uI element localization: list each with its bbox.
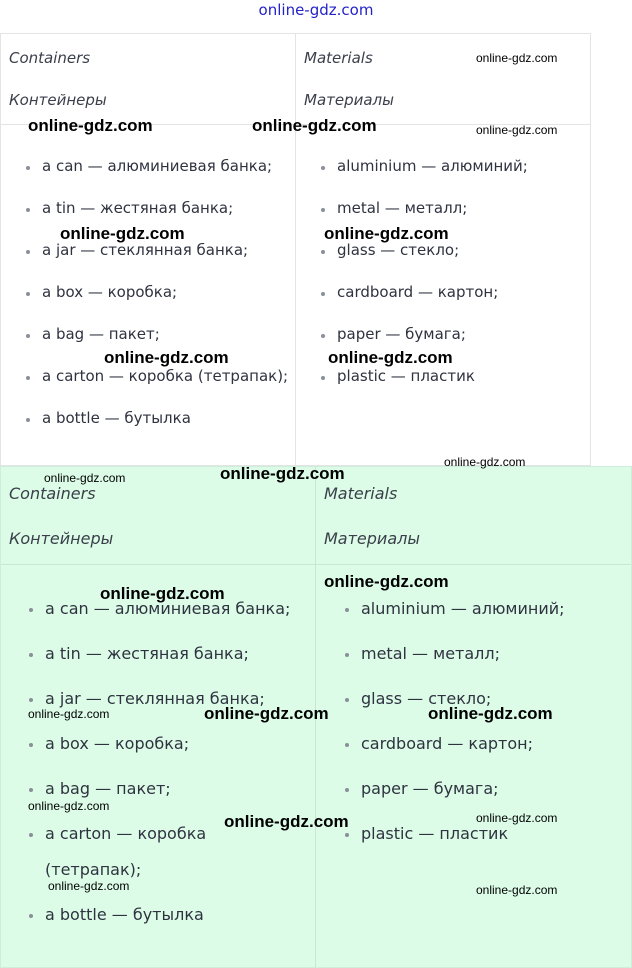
containers-list (45, 599, 290, 950)
watermark: online-gdz.com (324, 224, 449, 243)
list-item-continuation: (тетрапак); (45, 860, 142, 879)
list-item: a tin — жестяная банка; (42, 199, 288, 241)
list-item: metal — металл; (337, 199, 528, 241)
list-item: a bag — пакет; (45, 779, 290, 824)
bullet (26, 334, 30, 338)
list-item: a jar — стеклянная банка; (45, 689, 290, 734)
bullet (345, 833, 349, 837)
bullet (345, 653, 349, 657)
bullet (345, 788, 349, 792)
watermark: online-gdz.com (252, 116, 377, 135)
header-divider (1, 564, 631, 565)
list-item: a bottle — бутылка (42, 409, 288, 451)
header-materials-en: Materials (324, 484, 398, 503)
list-item: paper — бумага; (361, 779, 565, 824)
list-item: aluminium — алюминий; (337, 157, 528, 199)
bullet (321, 334, 325, 338)
bullet (29, 698, 33, 702)
materials-list (361, 599, 565, 869)
bullet (321, 292, 325, 296)
bullet (29, 914, 33, 918)
list-item: cardboard — картон; (337, 283, 528, 325)
watermark: online-gdz.com (48, 879, 130, 893)
list-item: plastic — пластик (361, 824, 565, 869)
watermark: online-gdz.com (328, 348, 453, 367)
watermark: online-gdz.com (444, 455, 526, 469)
bullet (321, 208, 325, 212)
header-containers-ru: Контейнеры (9, 529, 114, 548)
list-item: a carton — коробка (тетрапак); (42, 367, 288, 409)
header-materials-ru: Материалы (304, 91, 394, 109)
bullet (29, 653, 33, 657)
list-item: a can — алюминиевая банка; (42, 157, 288, 199)
watermark: online-gdz.com (28, 707, 110, 721)
bullet (345, 743, 349, 747)
watermark: online-gdz.com (224, 812, 349, 831)
bullet (26, 376, 30, 380)
list-item: a jar — стеклянная банка; (42, 241, 288, 283)
watermark: online-gdz.com (220, 464, 345, 483)
bullet (26, 292, 30, 296)
list-item: a bag — пакет; (42, 325, 288, 367)
bullet (345, 608, 349, 612)
column-divider (295, 34, 296, 465)
list-item: cardboard — картон; (361, 734, 565, 779)
header-containers-ru: Контейнеры (9, 91, 107, 109)
bullet (29, 788, 33, 792)
watermark: online-gdz.com (204, 704, 329, 723)
bullet (321, 376, 325, 380)
watermark: online-gdz.com (60, 224, 185, 243)
list-item: glass — стекло; (337, 241, 528, 283)
containers-list (42, 157, 288, 451)
vocabulary-table-1 (0, 33, 591, 466)
watermark: online-gdz.com (100, 584, 225, 603)
list-item: a carton — коробка (45, 824, 290, 860)
bullet (26, 418, 30, 422)
watermark: online-gdz.com (104, 348, 229, 367)
list-item: aluminium — алюминий; (361, 599, 565, 644)
bullet (26, 166, 30, 170)
list-item: a tin — жестяная банка; (45, 644, 290, 689)
bullet (26, 250, 30, 254)
list-item: metal — металл; (361, 644, 565, 689)
list-item: a can — алюминиевая банка; (45, 599, 290, 644)
list-item: a box — коробка; (42, 283, 288, 325)
bullet (29, 743, 33, 747)
watermark: online-gdz.com (28, 116, 153, 135)
materials-list (337, 157, 528, 409)
watermark: online-gdz.com (44, 471, 126, 485)
bullet (321, 166, 325, 170)
header-containers-en: Containers (9, 49, 91, 67)
header-containers-en: Containers (9, 484, 96, 503)
watermark: online-gdz.com (476, 811, 558, 825)
list-item: a bottle — бутылка (45, 905, 290, 950)
bullet (345, 698, 349, 702)
watermark: online-gdz.com (476, 883, 558, 897)
header-materials-ru: Материалы (324, 529, 420, 548)
list-item: plastic — пластик (337, 367, 528, 409)
bullet (26, 208, 30, 212)
watermark: online-gdz.com (28, 799, 110, 813)
top-link[interactable]: online-gdz.com (258, 1, 374, 19)
watermark: online-gdz.com (324, 572, 449, 591)
bullet (29, 608, 33, 612)
watermark: online-gdz.com (476, 51, 558, 65)
bullet (321, 250, 325, 254)
watermark: online-gdz.com (476, 123, 558, 137)
list-item: a box — коробка; (45, 734, 290, 779)
bullet (29, 833, 33, 837)
list-item: glass — стекло; (361, 689, 565, 734)
header-materials-en: Materials (304, 49, 373, 67)
watermark: online-gdz.com (428, 704, 553, 723)
list-item: paper — бумага; (337, 325, 528, 367)
